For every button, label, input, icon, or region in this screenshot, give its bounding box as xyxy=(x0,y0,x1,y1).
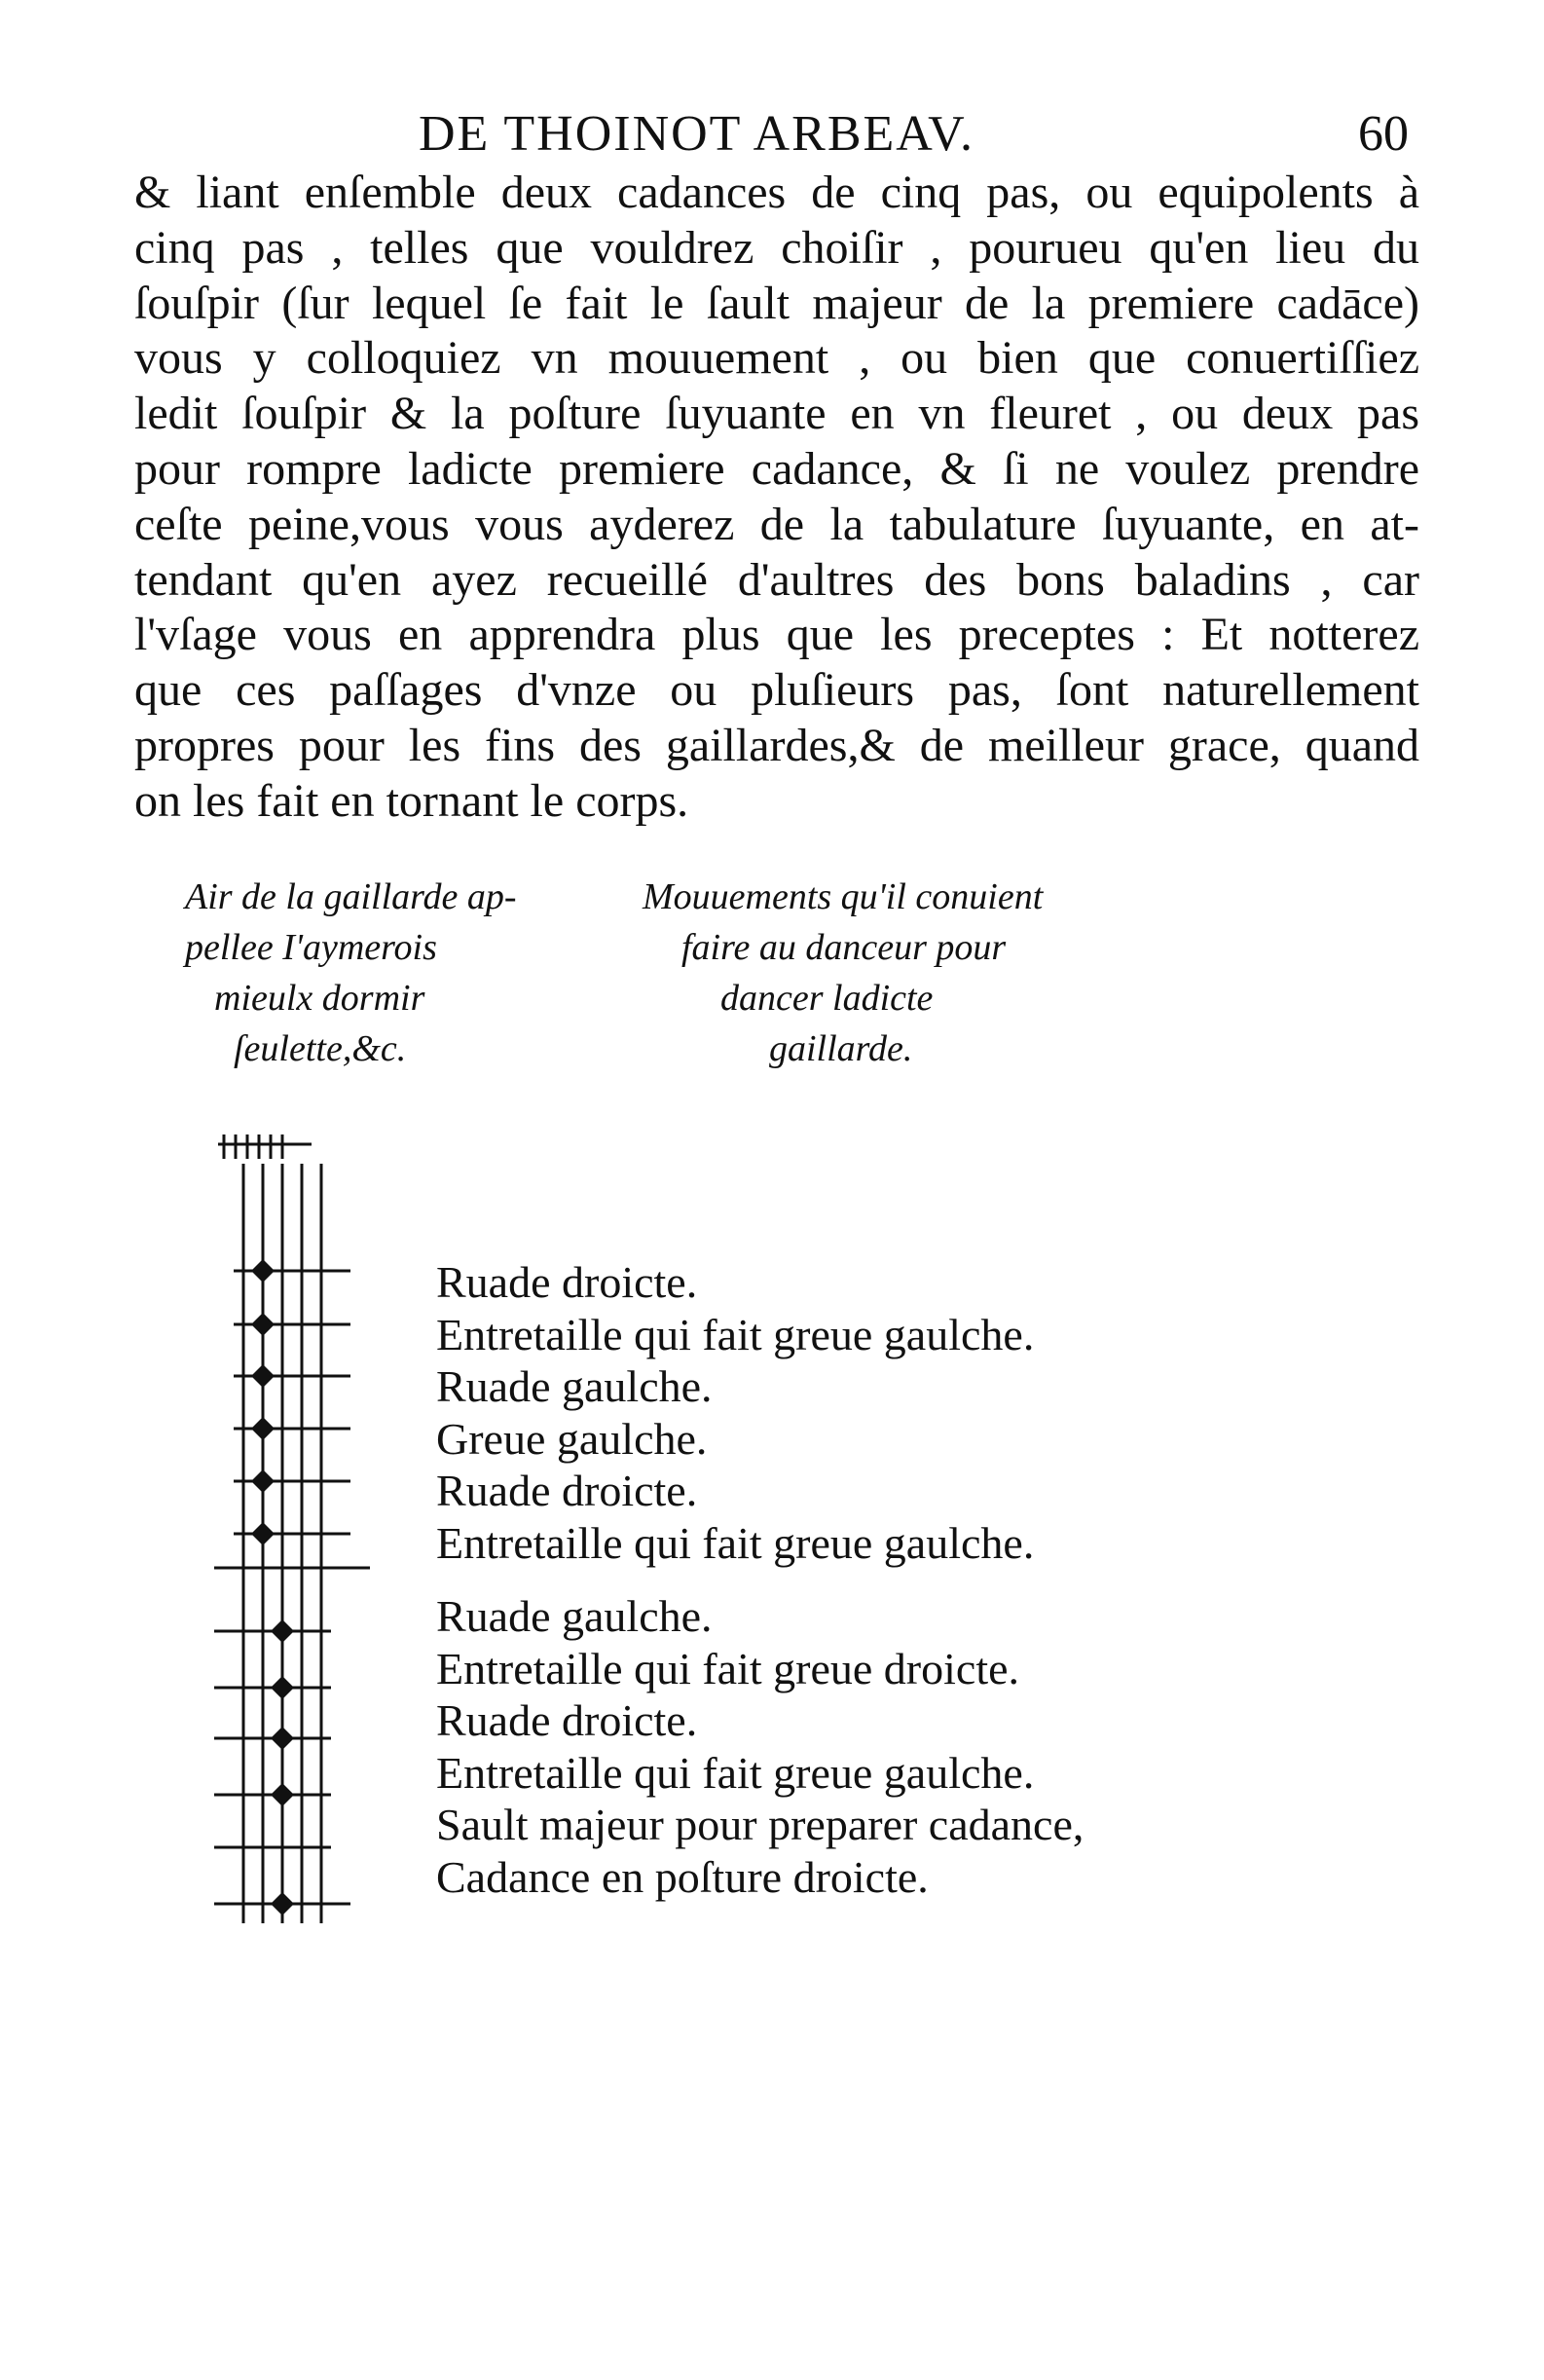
body-line: ſouſpir (ſur lequel ſe fait le ſault majeur de la premiere cadāce) xyxy=(134,277,1419,329)
tune-heading-line: Air de la gaillarde ap- xyxy=(185,876,517,917)
body-line: ledit ſouſpir & la poſture ſuyuante en vn fleuret , ou deux pas xyxy=(134,388,1419,440)
tune-heading-line: ſeulette,&c. xyxy=(234,1028,407,1069)
page-number: 60 xyxy=(1358,106,1409,162)
note-head xyxy=(251,1417,275,1440)
note-head xyxy=(271,1783,294,1806)
running-head: DE THOINOT ARBEAV. xyxy=(419,106,975,162)
step-item: Ruade droicte. xyxy=(436,1257,698,1307)
body-line: que ces paſſages d'vnze ou pluſieurs pas, ſont naturellement xyxy=(134,664,1419,717)
note-head xyxy=(271,1892,294,1915)
tune-column-heading xyxy=(185,872,517,1074)
step-item: Ruade droicte. xyxy=(436,1695,698,1745)
step-item: Sault majeur pour preparer cadance, xyxy=(436,1800,1084,1849)
body-line: on les fait en tornant le corps. xyxy=(134,774,689,827)
step-item: Ruade gaulche. xyxy=(436,1591,713,1641)
step-item: Entretaille qui fait greue gaulche. xyxy=(436,1309,1035,1359)
note-head xyxy=(271,1619,294,1643)
tune-heading-line: pellee I'aymerois xyxy=(185,927,437,968)
body-line: tendant qu'en ayez recueillé d'aultres des bons baladins , car xyxy=(134,553,1419,606)
body-paragraph xyxy=(134,166,1419,830)
movements-heading-line: Mouuements qu'il conuient xyxy=(643,876,1044,917)
note-head xyxy=(251,1313,275,1336)
note-head xyxy=(271,1727,294,1750)
tune-heading-line: mieulx dormir xyxy=(214,978,425,1019)
note-head xyxy=(251,1364,275,1388)
movements-heading-line: dancer ladicte xyxy=(720,978,934,1019)
music-tablature xyxy=(214,1125,409,1952)
body-line: & liant enſemble deux cadances de cinq pas, ou equipolents à xyxy=(134,167,1419,218)
movements-heading-line: gaillarde. xyxy=(769,1028,913,1069)
movements-column-heading xyxy=(643,872,1043,1074)
step-item: Cadance en poſture droicte. xyxy=(436,1851,929,1902)
note-head xyxy=(271,1676,294,1699)
body-line: vous y colloquiez vn mouuement , ou bien que conuertiſſiez xyxy=(134,332,1419,385)
body-line: ceſte peine,vous vous ayderez de la tabulature ſuyuante, en at- xyxy=(134,498,1419,550)
step-item: Greue gaulche. xyxy=(436,1413,708,1464)
movements-heading-line: faire au danceur pour xyxy=(681,927,1007,968)
step-item: Entretaille qui fait greue droicte. xyxy=(436,1643,1020,1693)
body-line: l'vſage vous en apprendra plus que les preceptes : Et notterez xyxy=(134,609,1419,661)
body-line: pour rompre ladicte premiere cadance, & ſi ne voulez prendre xyxy=(134,442,1419,495)
body-line: propres pour les fins des gaillardes,& de meilleur grace, quand xyxy=(134,719,1419,771)
group-separator xyxy=(436,1569,1084,1590)
step-item: Ruade gaulche. xyxy=(436,1361,713,1411)
step-item: Ruade droicte. xyxy=(436,1466,698,1515)
note-head xyxy=(251,1469,275,1493)
step-item: Entretaille qui fait greue gaulche. xyxy=(436,1517,1035,1568)
body-line: cinq pas , telles que vouldrez choiſir , pourueu qu'en lieu du xyxy=(134,221,1419,274)
step-item: Entretaille qui fait greue gaulche. xyxy=(436,1747,1035,1798)
note-head xyxy=(251,1259,275,1283)
note-head xyxy=(251,1522,275,1545)
step-list xyxy=(436,1256,1084,1903)
